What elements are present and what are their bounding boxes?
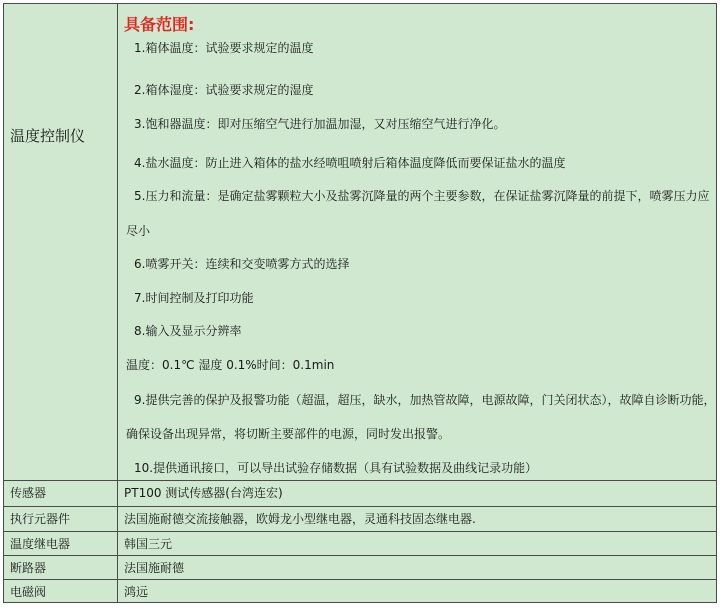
row-divider (4, 579, 716, 580)
spec-line: 温度：0.1℃ 湿度 0.1%时间：0.1min (126, 358, 335, 372)
spec-line: 9.提供完善的保护及报警功能（超温，超压，缺水，加热管故障，电源故障，门关闭状态），故障自诊断功能， (134, 393, 716, 407)
row-value: 韩国三元 (124, 537, 173, 551)
scope-title: 具备范围: (124, 15, 195, 34)
column-divider (117, 4, 118, 602)
spec-line: 7.时间控制及打印功能 (134, 291, 254, 305)
spec-table (3, 3, 717, 603)
row-label: 电磁阀 (10, 585, 47, 599)
spec-line: 确保设备出现异常，将切断主要部件的电源，同时发出报警。 (126, 427, 451, 441)
spec-line: 尽小 (126, 224, 151, 238)
row-label: 温度继电器 (10, 537, 71, 551)
row-value: PT100 测试传感器(台湾连宏) (124, 486, 283, 500)
row-label: 传感器 (10, 486, 47, 500)
row-value: 法国施耐德交流接触器，欧姆龙小型继电器，灵通科技固态继电器. (124, 512, 476, 526)
row-divider (4, 531, 716, 532)
spec-line: 10.提供通讯接口，可以导出试验存储数据（具有试验数据及曲线记录功能） (134, 461, 538, 475)
spec-line: 5.压力和流量：是确定盐雾颗粒大小及盐雾沉降量的两个主要参数，在保证盐雾沉降量的前提下，喷雾压力应 (134, 189, 710, 203)
row-divider (4, 506, 716, 507)
row-divider (4, 480, 716, 481)
spec-line: 3.饱和器温度：即对压缩空气进行加温加湿，又对压缩空气进行净化。 (134, 117, 506, 131)
spec-line: 8.输入及显示分辨率 (134, 324, 242, 338)
spec-line: 1.箱体温度：试验要求规定的温度 (134, 41, 314, 55)
row-divider (4, 555, 716, 556)
row-label: 断路器 (10, 561, 47, 575)
row-label-temperature-controller: 温度控制仪 (10, 127, 86, 145)
spec-line: 6.喷雾开关：连续和交变喷雾方式的选择 (134, 257, 350, 271)
row-value: 鸿远 (124, 585, 149, 599)
row-value: 法国施耐德 (124, 561, 185, 575)
spec-line: 2.箱体湿度：试验要求规定的湿度 (134, 83, 314, 97)
spec-line: 4.盐水温度：防止进入箱体的盐水经喷咀喷射后箱体温度降低而要保证盐水的温度 (134, 156, 566, 170)
row-label: 执行元器件 (10, 512, 71, 526)
